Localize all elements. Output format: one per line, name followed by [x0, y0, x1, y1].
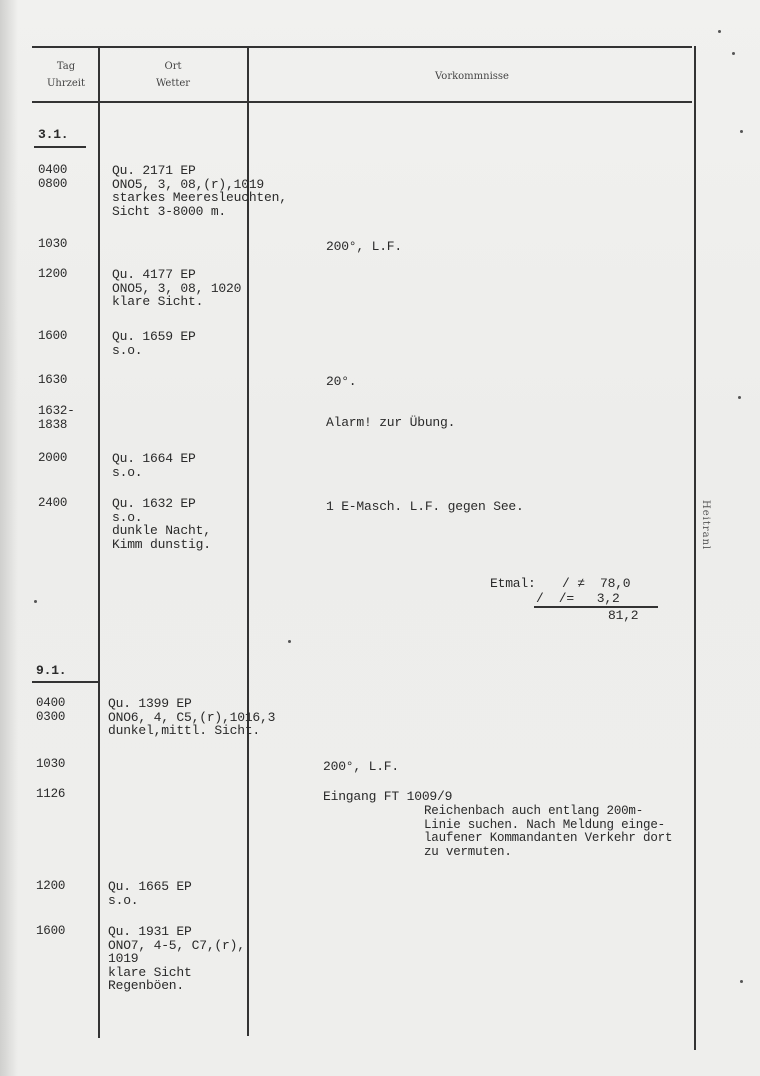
day1-row6-event: Alarm! zur Übung.: [326, 415, 456, 430]
day2-row5-place: Qu. 1931 EP ONO7, 4-5, C7,(r), 1019 klare Sicht Regenböen.: [108, 924, 245, 993]
scan-speck: [732, 52, 735, 55]
etmal-label: Etmal:: [490, 576, 536, 591]
day1-row2-event: 200°, L.F.: [326, 239, 403, 254]
header-col2-line1: Ort: [164, 61, 182, 72]
header-col-events: Vorkommnisse: [435, 71, 509, 82]
scan-speck: [34, 600, 37, 603]
day1-row3-place: Qu. 4177 EP ONO5, 3, 08, 1020 klare Sicht.: [112, 267, 242, 309]
day1-row1-place: Qu. 2171 EP ONO5, 3, 08,(r),1019 starkes Meeresleuchten, Sicht 3-8000 m.: [112, 163, 287, 219]
day1-row5-event: 20°.: [326, 374, 357, 389]
header-col-place-weather: [100, 58, 246, 92]
day2-row3-time: 1126: [36, 787, 66, 801]
day2-row2-time: 1030: [36, 757, 66, 771]
day2-row3-event: Eingang FT 1009/9: [323, 789, 453, 804]
day1-row4-time: 1600: [38, 329, 68, 343]
day1-row2-time: 1030: [38, 237, 68, 251]
day2-row3-event-detail: Reichenbach auch entlang 200m- Linie suchen. Nach Meldung einge- laufener Kommandanten Verkehr dort zu vermuten.: [424, 804, 673, 859]
day2-row5-time: 1600: [36, 924, 66, 938]
header-col2-line2: Wetter: [155, 78, 191, 89]
day2-date-underline: [32, 681, 98, 683]
day2-row4-time: 1200: [36, 879, 66, 893]
side-vertical-label: Heitranl: [700, 500, 711, 551]
header-bottom-border: [32, 101, 692, 103]
day1-row4-place: Qu. 1659 EP s.o.: [112, 329, 196, 358]
day1-row8-time: 2400: [38, 496, 68, 510]
etmal-total: 81,2: [608, 608, 639, 623]
day1-date: 3.1.: [38, 127, 69, 142]
day1-row3-time: 1200: [38, 267, 68, 281]
day1-date-underline: [34, 146, 86, 148]
day2-row4-place: Qu. 1665 EP s.o.: [108, 879, 192, 908]
day2-row2-event: 200°, L.F.: [323, 759, 400, 774]
day2-row1-place: Qu. 1399 EP ONO6, 4, C5,(r),1016,3 dunkel,mittl. Sicht.: [108, 696, 276, 738]
day2-date: 9.1.: [36, 663, 67, 678]
day2-row1-time: 0400 0300: [36, 696, 66, 724]
day1-row7-place: Qu. 1664 EP s.o.: [112, 451, 196, 480]
day1-row7-time: 2000: [38, 451, 68, 465]
day1-row8-place: Qu. 1632 EP s.o. dunkle Nacht, Kimm dunstig.: [112, 496, 211, 552]
scan-speck: [738, 396, 741, 399]
scan-speck: [718, 30, 721, 33]
etmal-line1: / ≠ 78,0: [562, 576, 631, 591]
etmal-sum-line: [534, 606, 658, 608]
scan-speck: [288, 640, 291, 643]
right-border: [694, 46, 696, 1050]
scan-shadow: [0, 0, 18, 1076]
scan-speck: [740, 130, 743, 133]
scan-speck: [740, 980, 743, 983]
etmal-line2: / /= 3,2: [536, 591, 620, 606]
header-col1-line1: Tag: [56, 61, 76, 72]
day1-row6-time: 1632- 1838: [38, 404, 75, 432]
header-col1-line2: Uhrzeit: [46, 78, 86, 89]
day1-row1-time: 0400 0800: [38, 163, 68, 191]
day1-row5-time: 1630: [38, 373, 68, 387]
column-divider-1: [98, 48, 100, 1038]
header-col-date-time: [36, 58, 96, 92]
day1-row8-event: 1 E-Masch. L.F. gegen See.: [326, 499, 524, 514]
table-top-border: [32, 46, 692, 48]
